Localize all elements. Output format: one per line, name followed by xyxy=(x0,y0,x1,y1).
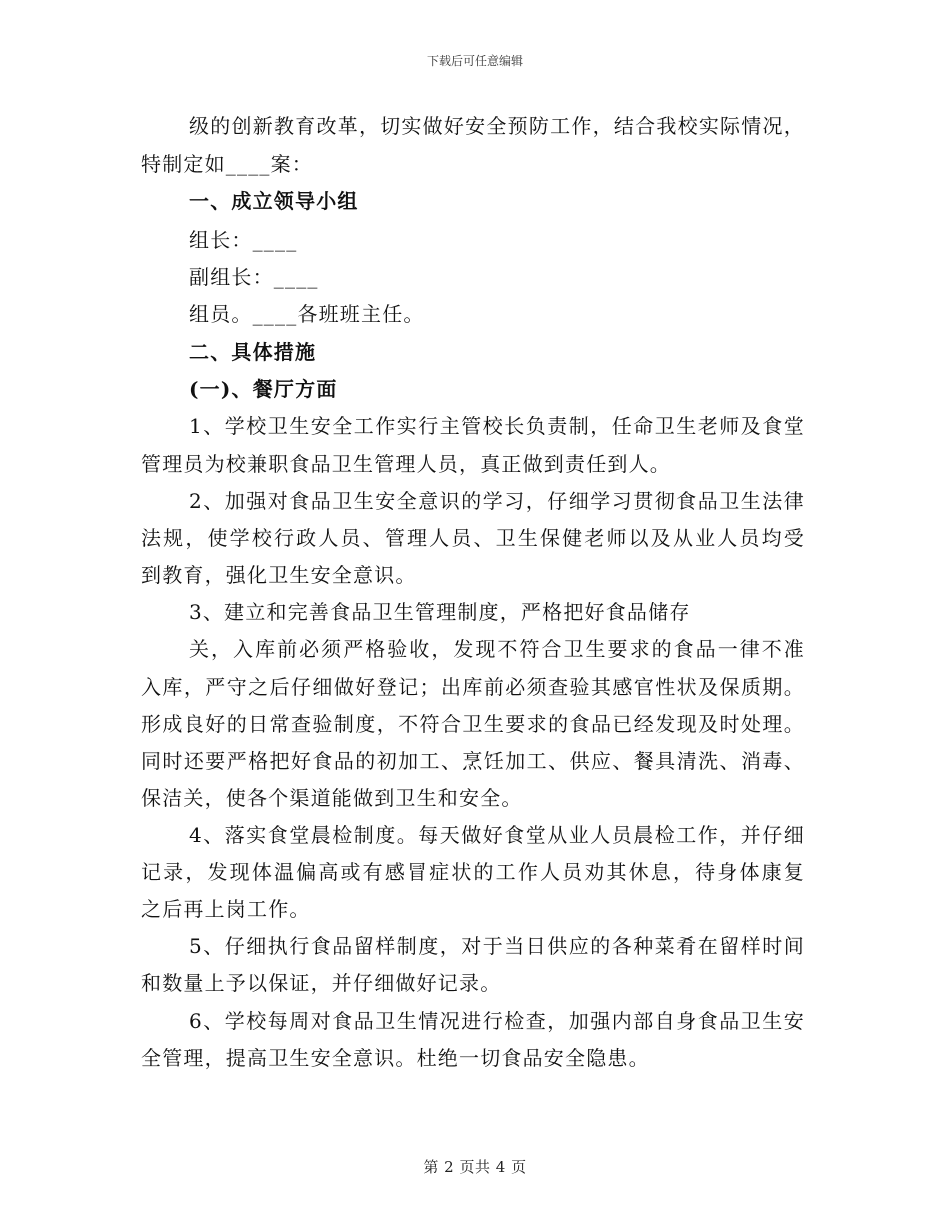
paragraph-line: 关，入库前必须严格验收，发现不符合卫生要求的食品一律不准 xyxy=(189,637,805,661)
page-footer: 第 2 页共 4 页 xyxy=(423,1158,527,1176)
paragraph-line: 4、落实食堂晨检制度。每天做好食堂从业人员晨检工作，并仔细 xyxy=(189,823,805,847)
page-header: 下载后可任意编辑 xyxy=(426,54,523,68)
paragraph-line: 入库，严守之后仔细做好登记；出库前必须查验其感官性状及保质期。 xyxy=(141,675,805,699)
paragraph-line: 特制定如____案： xyxy=(141,152,313,176)
paragraph-line: 和数量上予以保证，并仔细做好记录。 xyxy=(141,971,502,995)
paragraph-line: 1、学校卫生安全工作实行主管校长负责制，任命卫生老师及食堂 xyxy=(189,414,805,438)
section-heading: 一、成立领导小组 xyxy=(189,189,359,213)
paragraph-line: 3、建立和完善食品卫生管理制度，严格把好食品储存 xyxy=(189,600,691,624)
paragraph-line: 同时还要严格把好食品的初加工、烹饪加工、供应、餐具清洗、消毒、 xyxy=(141,749,805,773)
paragraph-line: 保洁关，使各个渠道能做到卫生和安全。 xyxy=(141,786,523,810)
paragraph-line: 5、仔细执行食品留样制度，对于当日供应的各种菜肴在留样时间 xyxy=(189,934,805,958)
paragraph-line: 形成良好的日常查验制度，不符合卫生要求的食品已经发现及时处理。 xyxy=(141,712,805,736)
subsection-heading: (一)、餐厅方面 xyxy=(189,377,338,401)
group-leader-line: 组长：____ xyxy=(189,228,298,252)
paragraph-line: 记录，发现体温偏高或有感冒症状的工作人员劝其休息，待身体康复 xyxy=(141,860,805,884)
paragraph-line: 法规，使学校行政人员、管理人员、卫生保健老师以及从业人员均受 xyxy=(141,526,805,550)
paragraph-line: 2、加强对食品卫生安全意识的学习，仔细学习贯彻食品卫生法律 xyxy=(189,489,805,513)
paragraph-line: 级的创新教育改革，切实做好安全预防工作，结合我校实际情况， xyxy=(189,114,805,138)
paragraph-line: 到教育，强化卫生安全意识。 xyxy=(141,563,417,587)
paragraph-line: 管理员为校兼职食品卫生管理人员，真正做到责任到人。 xyxy=(141,452,671,476)
paragraph-line: 6、学校每周对食品卫生情况进行检查，加强内部自身食品卫生安 xyxy=(189,1009,805,1033)
deputy-leader-line: 副组长：____ xyxy=(189,265,319,289)
members-line: 组员。____各班班主任。 xyxy=(189,302,425,326)
section-heading: 二、具体措施 xyxy=(189,340,317,364)
paragraph-line: 全管理，提高卫生安全意识。杜绝一切食品安全隐患。 xyxy=(141,1046,650,1070)
paragraph-line: 之后再上岗工作。 xyxy=(141,897,311,921)
